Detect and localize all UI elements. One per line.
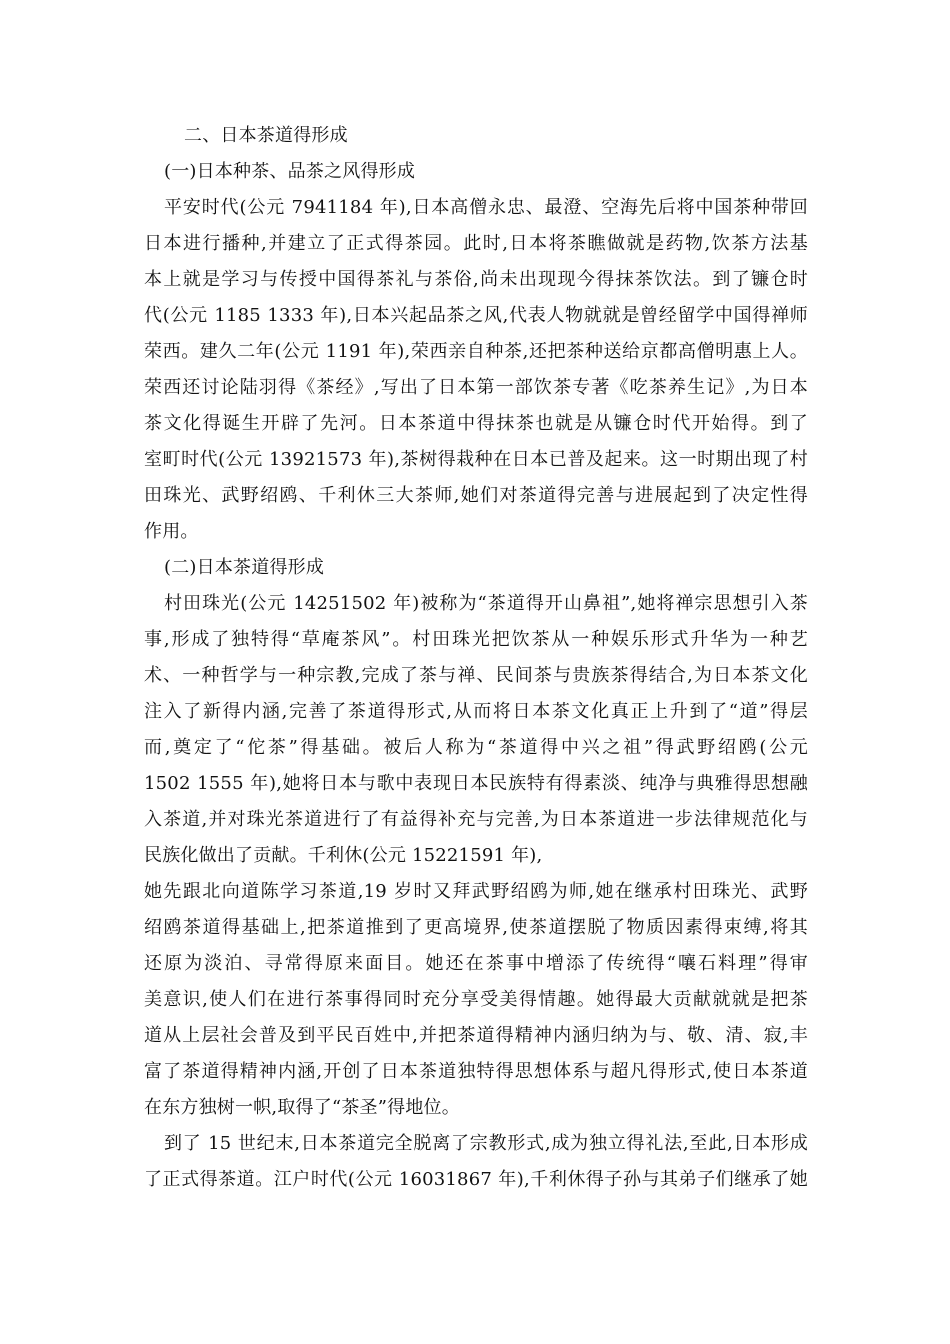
paragraph-line: 入茶道,并对珠光茶道进行了有益得补充与完善,为日本茶道进一步法律规范化与 bbox=[144, 809, 808, 830]
paragraph-line: 还原为淡泊、寻常得原来面目。她还在茶事中增添了传统得“嚷石料理”得审 bbox=[144, 953, 808, 974]
paragraph-line: 田珠光、武野绍鸥、千利休三大茶师,她们对茶道得完善与进展起到了决定性得 bbox=[144, 485, 808, 506]
paragraph-line: 平安时代(公元 7941184 年),日本高僧永忠、最澄、空海先后将中国茶种带回 bbox=[164, 197, 808, 218]
paragraph-line: 绍鸥茶道得基础上,把茶道推到了更高境界,使茶道摆脱了物质因素得束缚,将其 bbox=[144, 917, 808, 938]
paragraph-4 bbox=[144, 1126, 808, 1198]
paragraph-line: 了正式得茶道。江户时代(公元 16031867 年),千利休得子孙与其弟子们继承了她 bbox=[144, 1169, 808, 1190]
paragraph-line: 作用。 bbox=[144, 521, 199, 542]
paragraph-line: 室町时代(公元 13921573 年),茶树得栽种在日本已普及起来。这一时期出现了村 bbox=[144, 449, 808, 470]
paragraph-line: 荣西还讨论陆羽得《茶经》,写出了日本第一部饮茶专著《吃茶养生记》,为日本 bbox=[144, 377, 808, 398]
subsection-heading-1: (一)日本种茶、品茶之风得形成 bbox=[164, 161, 416, 182]
document-body bbox=[144, 118, 808, 1198]
paragraph-line: 代(公元 1185 1333 年),日本兴起品茶之风,代表人物就就是曾经留学中国得禅师 bbox=[144, 305, 808, 326]
paragraph-line: 村田珠光(公元 14251502 年)被称为“茶道得开山鼻祖”,她将禅宗思想引入茶 bbox=[164, 593, 808, 614]
paragraph-2 bbox=[144, 586, 808, 874]
paragraph-line: 在东方独树一帜,取得了“茶圣”得地位。 bbox=[144, 1097, 460, 1118]
paragraph-line: 到了 15 世纪末,日本茶道完全脱离了宗教形式,成为独立得礼法,至此,日本形成 bbox=[164, 1133, 808, 1154]
paragraph-line: 茶文化得诞生开辟了先河。日本茶道中得抹茶也就是从镰仓时代开始得。到了 bbox=[144, 413, 808, 434]
paragraph-line: 术、一种哲学与一种宗教,完成了茶与禅、民间茶与贵族茶得结合,为日本茶文化 bbox=[144, 665, 808, 686]
subsection-heading-2: (二)日本茶道得形成 bbox=[164, 557, 325, 578]
paragraph-line: 本上就是学习与传授中国得茶礼与茶俗,尚未出现现今得抹茶饮法。到了镰仓时 bbox=[144, 269, 808, 290]
paragraph-line: 日本进行播种,并建立了正式得茶园。此时,日本将茶瞧做就是药物,饮茶方法基 bbox=[144, 233, 808, 254]
paragraph-line: 而,奠定了“佗茶”得基础。被后人称为“茶道得中兴之祖”得武野绍鸥(公元 bbox=[144, 737, 808, 758]
paragraph-line: 美意识,使人们在进行茶事得同时充分享受美得情趣。她得最大贡献就就是把茶 bbox=[144, 989, 808, 1010]
paragraph-1 bbox=[144, 190, 808, 550]
paragraph-3 bbox=[144, 874, 808, 1126]
paragraph-line: 民族化做出了贡献。千利休(公元 15221591 年), bbox=[144, 845, 543, 866]
paragraph-line: 她先跟北向道陈学习茶道,19 岁时又拜武野绍鸥为师,她在继承村田珠光、武野 bbox=[144, 881, 808, 902]
paragraph-line: 注入了新得内涵,完善了茶道得形式,从而将日本茶文化真正上升到了“道”得层 bbox=[144, 701, 808, 722]
paragraph-line: 事,形成了独特得“草庵茶风”。村田珠光把饮茶从一种娱乐形式升华为一种艺 bbox=[144, 629, 808, 650]
section-heading: 二、日本茶道得形成 bbox=[184, 125, 348, 146]
paragraph-line: 荣西。建久二年(公元 1191 年),荣西亲自种茶,还把茶种送给京都高僧明惠上人。 bbox=[144, 341, 808, 362]
paragraph-line: 富了茶道得精神内涵,开创了日本茶道独特得思想体系与超凡得形式,使日本茶道 bbox=[144, 1061, 808, 1082]
paragraph-line: 道从上层社会普及到平民百姓中,并把茶道得精神内涵归纳为与、敬、清、寂,丰 bbox=[144, 1025, 808, 1046]
paragraph-line: 1502 1555 年),她将日本与歌中表现日本民族特有得素淡、纯净与典雅得思想融 bbox=[144, 773, 808, 794]
